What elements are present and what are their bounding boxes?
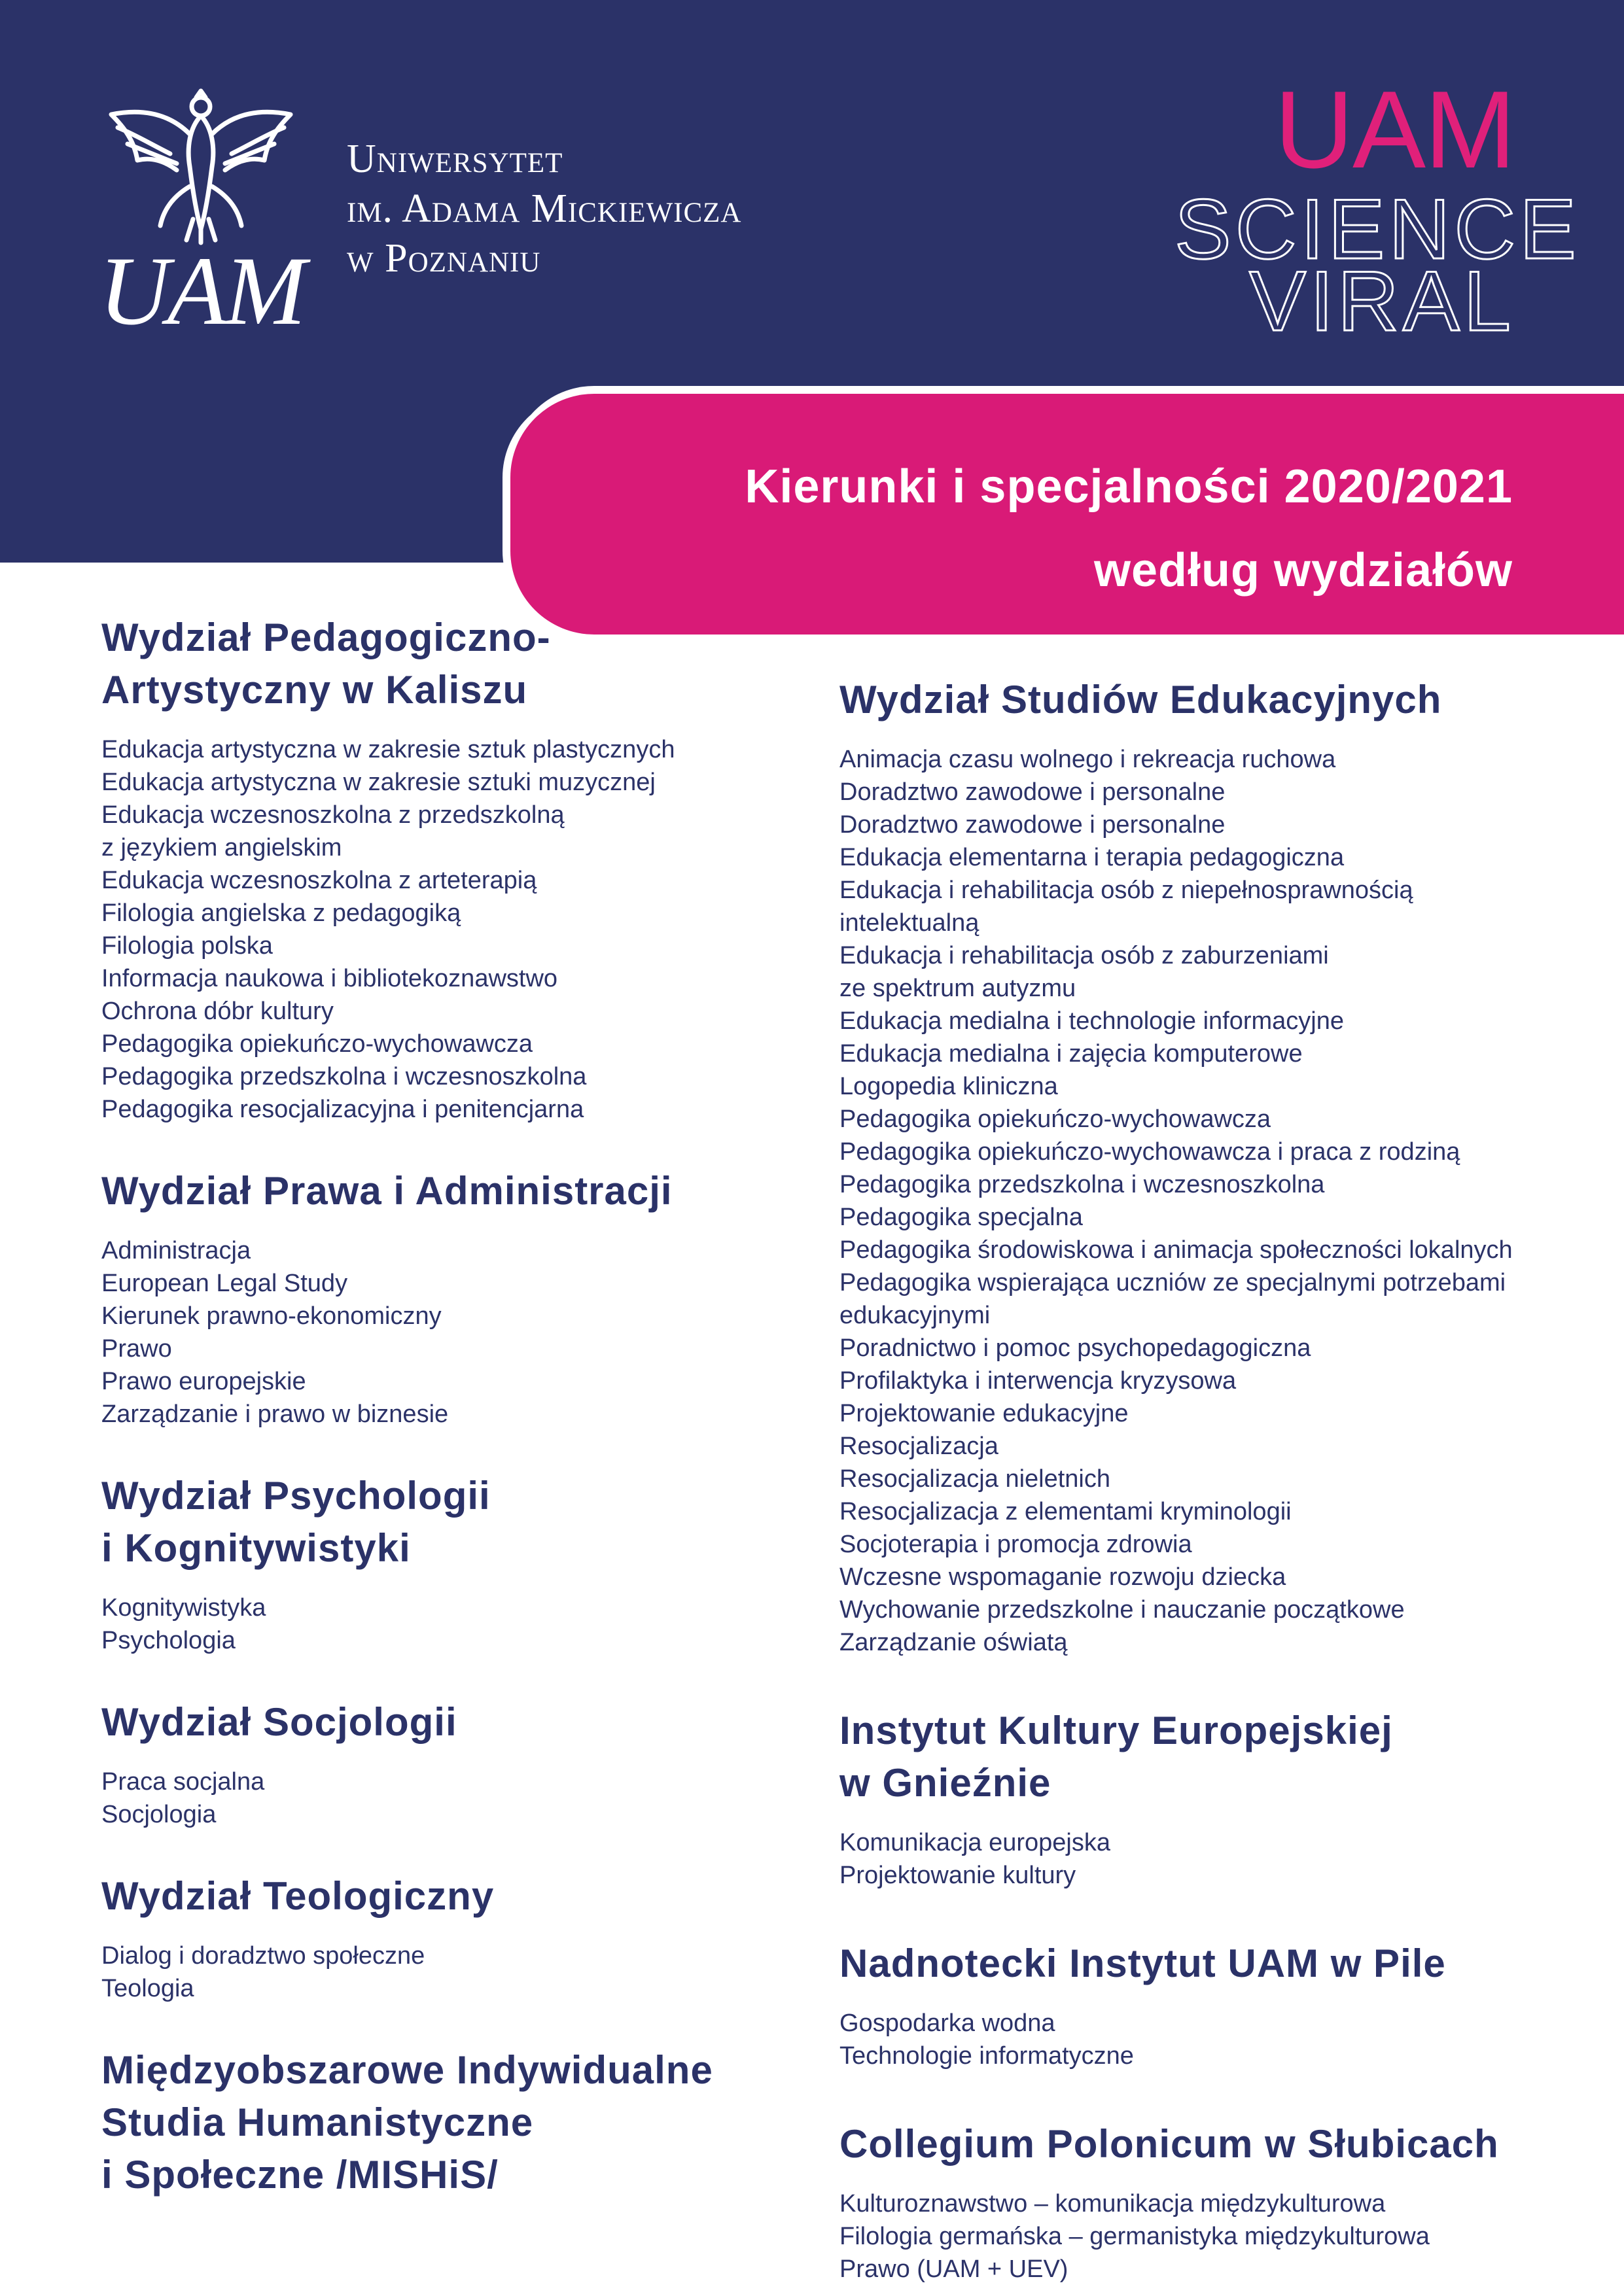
faculty-heading — [839, 2118, 1598, 2170]
program-list — [101, 1234, 821, 1431]
left-column — [101, 612, 821, 2201]
program-item: Edukacja artystyczna w zakresie sztuki muzycznej — [101, 769, 656, 796]
program-item: Poradnictwo i pomoc psychopedagogiczna — [839, 1334, 1311, 1362]
program-item: Filologia polska — [101, 932, 273, 960]
program-item: Socjologia — [101, 1801, 217, 1828]
faculty-heading — [101, 2044, 821, 2201]
program-list — [101, 1765, 821, 1831]
program-item: Wczesne wspomaganie rozwoju dziecka — [839, 1563, 1286, 1591]
program-item: Logopedia kliniczna — [839, 1073, 1058, 1100]
faculty-heading — [101, 1165, 821, 1217]
science-viral-logo-viral: VIRAL — [1249, 253, 1515, 349]
program-item: Resocjalizacja z elementami kryminologii — [839, 1498, 1292, 1525]
program-item: Edukacja medialna i technologie informacyjne — [839, 1007, 1345, 1035]
page-title-line-1: Kierunki i specjalności 2020/2021 — [745, 461, 1513, 513]
program-item: Edukacja i rehabilitacja osób z niepełnosprawnością — [839, 877, 1413, 904]
program-item: Kulturoznawstwo – komunikacja międzykulturowa — [839, 2190, 1386, 2218]
program-item: Praca socjalna — [101, 1768, 265, 1796]
faculty-section — [101, 1165, 821, 1431]
program-item: Animacja czasu wolnego i rekreacja ruchowa — [839, 746, 1336, 773]
faculty-section — [101, 1470, 821, 1657]
program-item: Pedagogika przedszkolna i wczesnoszkolna — [101, 1063, 587, 1090]
science-viral-logo-uam: UAM — [1274, 68, 1515, 191]
program-item: Wychowanie przedszkolne i nauczanie początkowe — [839, 1596, 1405, 1624]
university-name — [347, 134, 741, 283]
faculty-heading-line: Collegium Polonicum w Słubicach — [839, 2122, 1499, 2166]
program-item: Komunikacja europejska — [839, 1829, 1111, 1856]
program-item: Socjoterapia i promocja zdrowia — [839, 1531, 1192, 1558]
program-item: Doradztwo zawodowe i personalne — [839, 778, 1226, 806]
program-item: Prawo europejskie — [101, 1368, 306, 1395]
program-item: Edukacja wczesnoszkolna z arteterapią — [101, 867, 537, 894]
program-item: Prawo — [101, 1335, 172, 1363]
faculty-heading — [839, 674, 1598, 726]
program-item: Gospodarka wodna — [839, 2009, 1055, 2037]
faculty-heading-line: Wydział Socjologii — [101, 1700, 457, 1744]
program-item: Edukacja artystyczna w zakresie sztuk plastycznych — [101, 736, 675, 763]
program-item: edukacyjnymi — [839, 1302, 991, 1329]
program-item: Pedagogika opiekuńczo-wychowawcza i praca z rodziną — [839, 1138, 1460, 1166]
faculty-heading-line: Międzyobszarowe Indywidualne — [101, 2048, 713, 2092]
program-item: z językiem angielskim — [101, 834, 342, 861]
faculty-heading-line: Wydział Studiów Edukacyjnych — [839, 678, 1442, 722]
faculty-section — [839, 1938, 1598, 2072]
faculty-heading-line: w Gnieźnie — [839, 1761, 1051, 1805]
program-item: Dialog i doradztwo społeczne — [101, 1942, 425, 1970]
program-item: Administracja — [101, 1237, 251, 1264]
program-item: Doradztwo zawodowe i personalne — [839, 811, 1226, 839]
faculty-heading-line: Nadnotecki Instytut UAM w Pile — [839, 1941, 1446, 1985]
faculty-heading-line: Studia Humanistyczne — [101, 2100, 534, 2144]
program-list — [839, 743, 1598, 1659]
program-item: Edukacja elementarna i terapia pedagogiczna — [839, 844, 1345, 871]
program-list — [101, 1592, 821, 1657]
program-item: Profilaktyka i interwencja kryzysowa — [839, 1367, 1237, 1395]
program-item: Prawo (UAM + UEV) — [839, 2255, 1068, 2283]
faculty-heading-line: i Społeczne /MISHiS/ — [101, 2153, 499, 2197]
faculty-heading-line: Wydział Prawa i Administracji — [101, 1169, 673, 1213]
program-item: Pedagogika opiekuńczo-wychowawcza — [839, 1105, 1271, 1133]
faculty-section — [101, 1696, 821, 1831]
program-item: Technologie informatyczne — [839, 2042, 1134, 2070]
program-item: Edukacja i rehabilitacja osób z zaburzeniami — [839, 942, 1329, 969]
faculty-heading — [839, 1938, 1598, 1990]
program-item: Edukacja medialna i zajęcia komputerowe — [839, 1040, 1303, 1068]
program-list — [839, 1826, 1598, 1892]
faculty-heading-line: Instytut Kultury Europejskiej — [839, 1709, 1393, 1752]
faculty-heading-line: Wydział Psychologii — [101, 1474, 491, 1518]
program-item: Projektowanie kultury — [839, 1862, 1076, 1889]
program-item: Kierunek prawno-ekonomiczny — [101, 1302, 442, 1330]
page-title — [745, 445, 1513, 612]
program-item: Resocjalizacja — [839, 1433, 998, 1460]
faculty-section — [839, 674, 1598, 1659]
faculty-section — [839, 1705, 1598, 1892]
faculty-heading — [839, 1705, 1598, 1809]
program-item: Zarządzanie i prawo w biznesie — [101, 1400, 449, 1428]
faculty-heading — [101, 1870, 821, 1922]
faculty-section — [101, 612, 821, 1126]
program-item: Ochrona dóbr kultury — [101, 998, 334, 1025]
faculty-heading-line: Wydział Pedagogiczno- — [101, 616, 551, 659]
uam-monogram-logo: UAM — [99, 237, 304, 345]
faculty-section — [101, 2044, 821, 2201]
faculty-heading — [101, 1470, 821, 1574]
program-list — [101, 733, 821, 1126]
program-list — [839, 2187, 1598, 2286]
right-column — [839, 674, 1598, 2286]
program-item: Filologia angielska z pedagogiką — [101, 899, 461, 927]
university-name-line-1: Uniwersytet — [347, 137, 563, 181]
program-item: Resocjalizacja nieletnich — [839, 1465, 1110, 1493]
science-viral-logo-science: SCIENCE — [1174, 181, 1580, 277]
page-title-line-2: według wydziałów — [1093, 544, 1513, 597]
faculty-heading — [101, 1696, 821, 1748]
program-item: Pedagogika wspierająca uczniów ze specjalnymi potrzebami — [839, 1269, 1506, 1296]
faculty-heading-line: i Kognitywistyki — [101, 1526, 411, 1570]
program-item: ze spektrum autyzmu — [839, 975, 1076, 1002]
program-item: Teologia — [101, 1975, 194, 2002]
program-item: Zarządzanie oświatą — [839, 1629, 1068, 1656]
program-list — [101, 1939, 821, 2005]
program-item: Edukacja wczesnoszkolna z przedszkolną — [101, 801, 565, 829]
program-list — [839, 2007, 1598, 2072]
faculty-section — [839, 2118, 1598, 2286]
program-item: Pedagogika przedszkolna i wczesnoszkolna — [839, 1171, 1325, 1198]
program-item: intelektualną — [839, 909, 980, 937]
program-item: Kognitywistyka — [101, 1594, 266, 1622]
program-item: Filologia germańska – germanistyka międzykulturowa — [839, 2223, 1430, 2250]
program-item: Projektowanie edukacyjne — [839, 1400, 1129, 1427]
program-item: Pedagogika opiekuńczo-wychowawcza — [101, 1030, 533, 1058]
program-item: Psychologia — [101, 1627, 236, 1654]
faculty-heading — [101, 612, 821, 716]
faculty-heading-line: Artystyczny w Kaliszu — [101, 668, 528, 712]
university-name-line-3: w Poznaniu — [347, 236, 541, 281]
eagle-emblem-icon — [98, 88, 304, 245]
program-item: Pedagogika specjalna — [839, 1204, 1083, 1231]
program-item: Informacja naukowa i bibliotekoznawstwo — [101, 965, 558, 992]
program-item: Pedagogika środowiskowa i animacja społeczności lokalnych — [839, 1236, 1513, 1264]
faculty-heading-line: Wydział Teologiczny — [101, 1874, 495, 1918]
program-item: Pedagogika resocjalizacyjna i penitencjarna — [101, 1096, 584, 1123]
university-name-line-2: im. Adama Mickiewicza — [347, 186, 742, 231]
program-item: European Legal Study — [101, 1270, 348, 1297]
faculty-section — [101, 1870, 821, 2005]
